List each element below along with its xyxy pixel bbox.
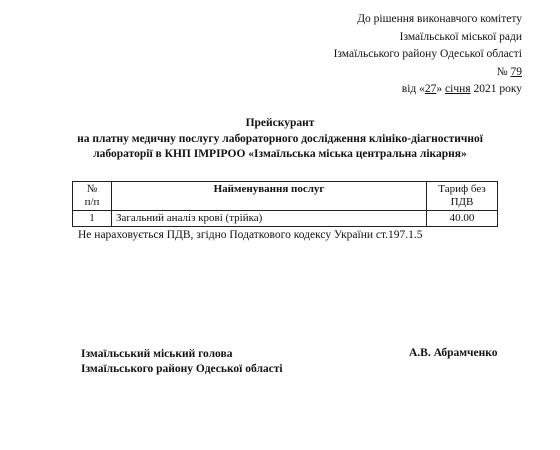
number-value: 79 — [510, 65, 522, 78]
header-number-line-2: п/п — [84, 196, 100, 208]
date-year: 2021 року — [470, 83, 522, 95]
signatory-title-line-2: Ізмаїльського району Одеської області — [81, 362, 283, 375]
date-day: 27 — [424, 83, 437, 95]
table-header-row — [73, 182, 498, 211]
header-number-line-1: № — [86, 183, 98, 195]
title-subtitle-2: лабораторії в КНП ІМРІРОО «Ізмаїльська міська центральна лікарня» — [93, 148, 467, 160]
header-tariff-line-1: Тариф без — [438, 183, 486, 195]
date-month: січня — [445, 83, 471, 95]
decision-reference — [334, 11, 522, 99]
price-table — [72, 181, 498, 227]
header-service-name: Найменування послуг — [112, 182, 427, 211]
row-number: 1 — [73, 211, 112, 227]
reference-line-1: До рішення виконавчого комітету — [357, 13, 522, 25]
decision-number — [334, 64, 522, 82]
title-main: Прейскурант — [245, 117, 315, 129]
decision-date — [334, 81, 522, 99]
row-tariff: 40.00 — [427, 211, 498, 227]
number-prefix: № — [496, 65, 511, 78]
signatory-title — [81, 347, 283, 376]
signatory-title-line-1: Ізмаїльський міський голова — [81, 348, 233, 360]
vat-note: Не нараховується ПДВ, згідно Податкового кодексу України ст.197.1.5 — [78, 229, 423, 241]
reference-line-2: Ізмаїльської міської ради — [399, 30, 522, 43]
header-number — [73, 182, 112, 211]
header-tariff-line-2: ПДВ — [450, 196, 474, 208]
signatory-name: А.В. Абрамченко — [409, 347, 498, 359]
date-prefix: від « — [401, 83, 425, 95]
table-row — [73, 211, 498, 227]
document-title — [0, 116, 560, 163]
header-tariff — [427, 182, 498, 211]
row-service-name: Загальний аналіз крові (трійка) — [112, 211, 427, 227]
reference-line-3: Ізмаїльського району Одеської області — [333, 48, 522, 60]
date-mid: » — [436, 83, 446, 95]
title-subtitle-1: на платну медичну послугу лабораторного дослідження клініко-діагностичної — [77, 132, 483, 145]
